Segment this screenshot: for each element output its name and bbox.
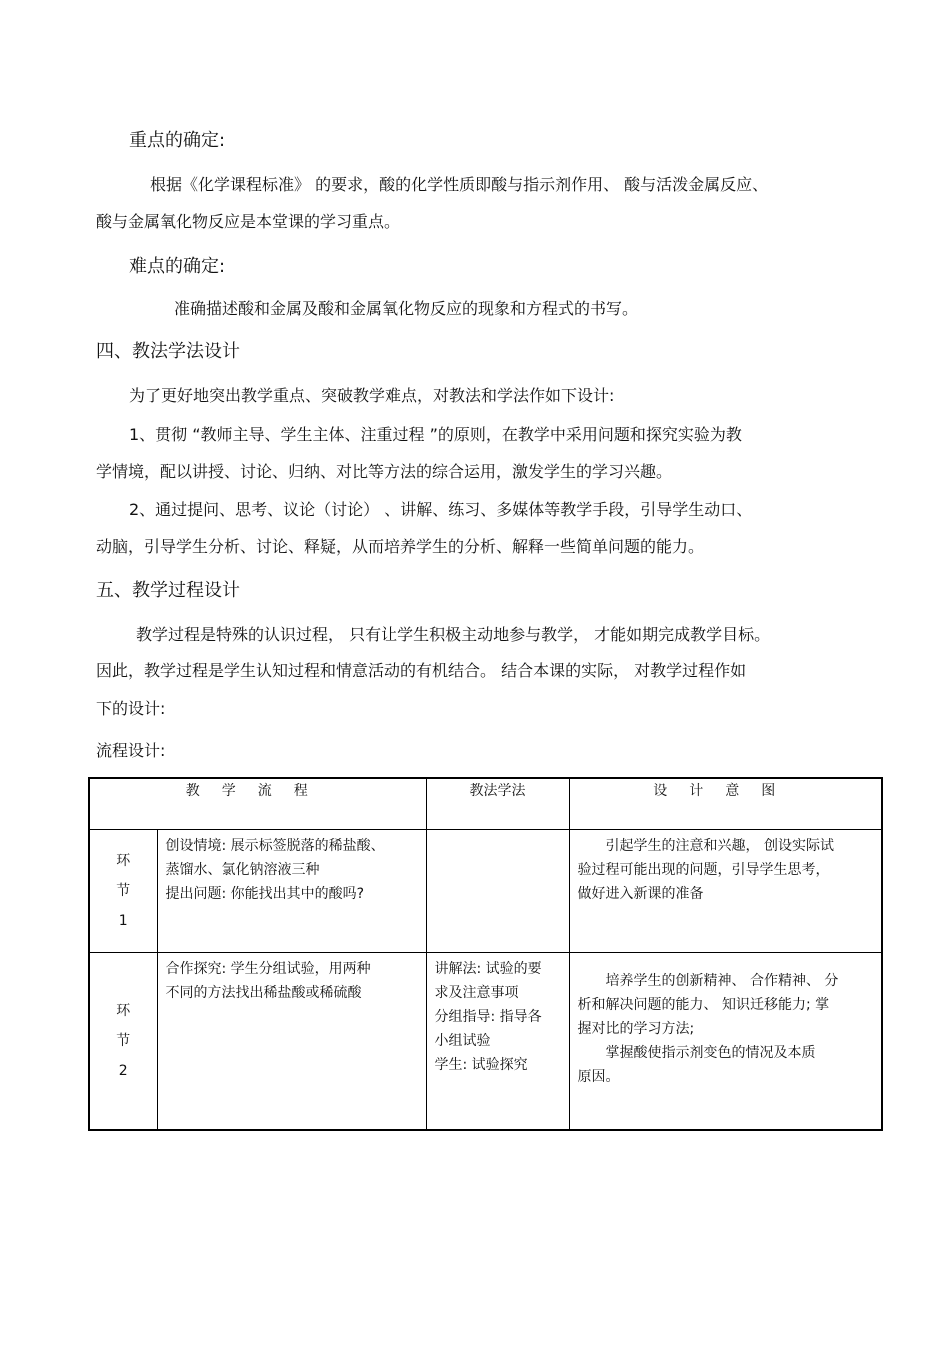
intent-cell: 培养学生的创新精神、 合作精神、 分 析和解决问题的能力、 知识迁移能力; 掌 握对比的学习方法; 掌握酸使指示剂变色的情况及本质 原因。: [569, 953, 882, 1131]
table-header-row: [89, 778, 882, 830]
header-method: 教法学法: [426, 778, 569, 830]
key-point-title: 重点的确定:: [129, 130, 226, 151]
table-row: [89, 953, 882, 1131]
header-intent: 设计意图: [569, 778, 882, 830]
process-line-1: 教学过程是特殊的认识过程， 只有让学生积极主动地参与教学， 才能如期完成教学目标。: [136, 625, 771, 644]
stage-cell: 环 节 1: [89, 830, 157, 953]
process-heading: 五、教学过程设计: [96, 580, 240, 601]
method-item-2-line-2: 动脑，引导学生分析、讨论、释疑，从而培养学生的分析、解释一些简单问题的能力。: [96, 537, 705, 556]
method-item-2-line-1: 2、通过提问、思考、议论（讨论） 、讲解、练习、多媒体等教学手段，引导学生动口、: [129, 500, 753, 519]
flow-cell: 创设情境: 展示标签脱落的稀盐酸、 蒸馏水、氯化钠溶液三种 提出问题: 你能找出其中的酸吗?: [157, 830, 426, 953]
difficulty-title: 难点的确定:: [129, 256, 226, 277]
stage-cell: 环 节 2: [89, 953, 157, 1131]
method-heading: 四、教法学法设计: [96, 341, 240, 362]
method-item-1-line-1: 1、贯彻 “教师主导、学生主体、注重过程 ”的原则，在教学中采用问题和探究实验为教: [129, 425, 742, 444]
key-point-line-2: 酸与金属氧化物反应是本堂课的学习重点。: [96, 212, 401, 231]
table-row: [89, 830, 882, 953]
header-flow: 教学流程: [89, 778, 426, 830]
method-intro: 为了更好地突出教学重点、突破教学难点，对教法和学法作如下设计:: [129, 386, 615, 405]
key-point-line-1: 根据《化学课程标准》 的要求，酸的化学性质即酸与指示剂作用、 酸与活泼金属反应、: [150, 175, 769, 194]
difficulty-line: 准确描述酸和金属及酸和金属氧化物反应的现象和方程式的书写。: [174, 299, 639, 318]
method-item-1-line-2: 学情境，配以讲授、讨论、归纳、对比等方法的综合运用，激发学生的学习兴趣。: [96, 462, 673, 481]
process-line-3: 下的设计:: [96, 699, 166, 718]
process-line-2: 因此，教学过程是学生认知过程和情意活动的有机结合。 结合本课的实际， 对教学过程作如: [96, 661, 747, 680]
intent-cell: 引起学生的注意和兴趣， 创设实际试 验过程可能出现的问题，引导学生思考， 做好进入新课的准备: [569, 830, 882, 953]
flow-table: [88, 777, 883, 1131]
flow-cell: 合作探究: 学生分组试验，用两种 不同的方法找出稀盐酸或稀硫酸: [157, 953, 426, 1131]
method-cell: 讲解法: 试验的要 求及注意事项 分组指导: 指导各 小组试验 学生: 试验探究: [426, 953, 569, 1131]
flow-label: 流程设计:: [96, 741, 166, 760]
method-cell: [426, 830, 569, 953]
